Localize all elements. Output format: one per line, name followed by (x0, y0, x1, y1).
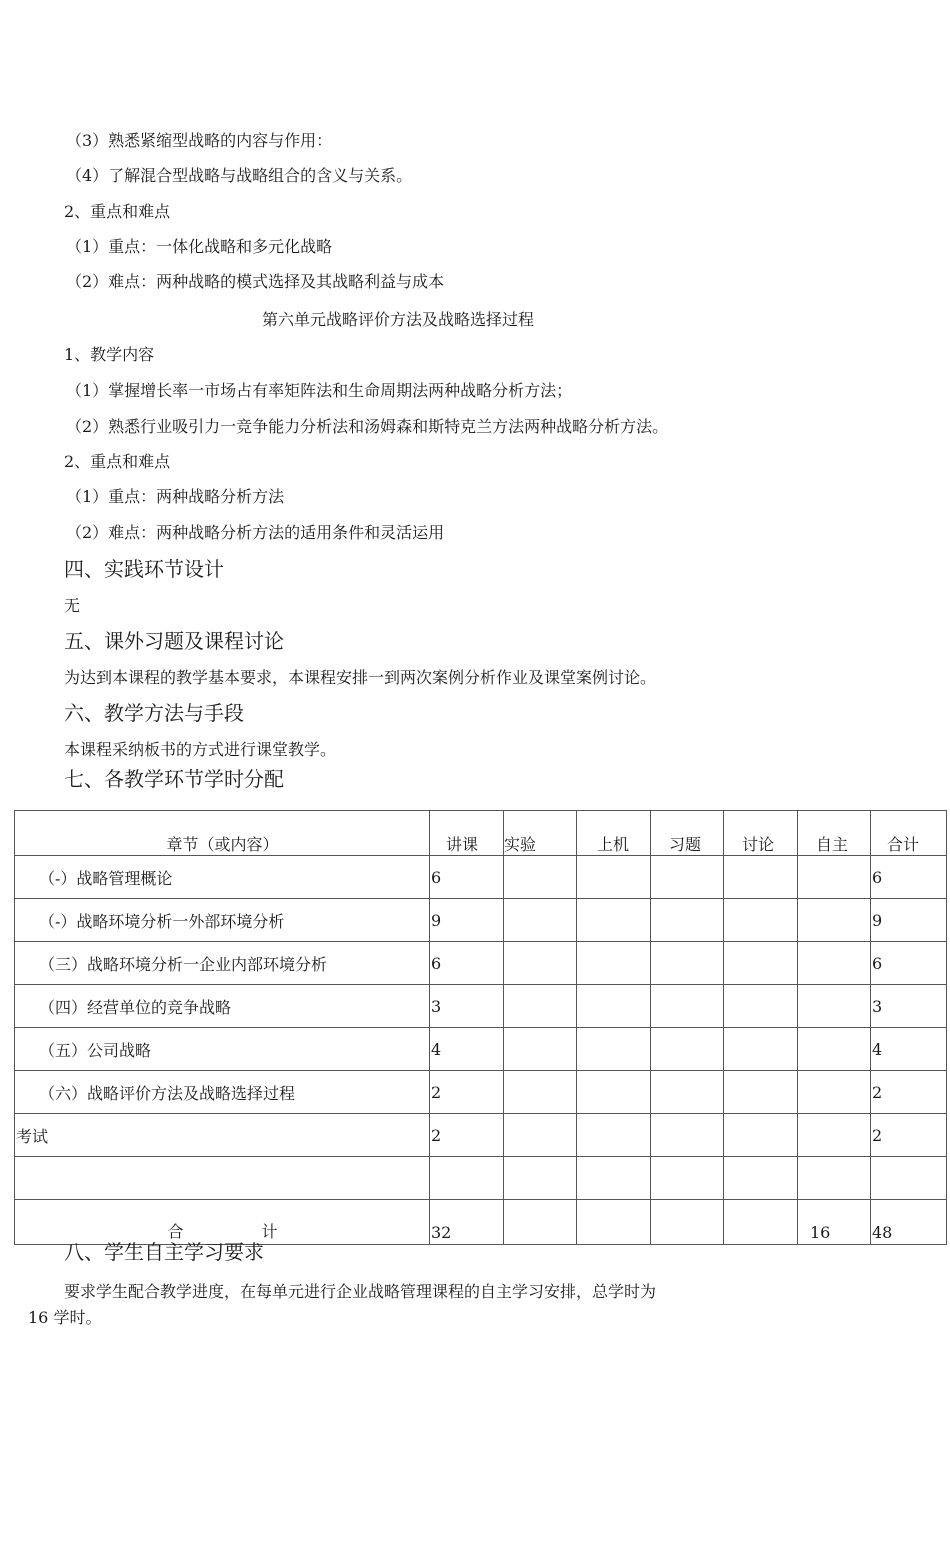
empty-cell (504, 1157, 577, 1200)
table-header-row (15, 811, 947, 856)
row-computer (577, 1028, 651, 1071)
row-chapter: （五）公司战略 (15, 1028, 430, 1071)
table-row (15, 985, 947, 1028)
objective-line-4: （4）了解混合型战略与战略组合的含义与关系。 (66, 166, 413, 185)
total-exercise (651, 1200, 724, 1245)
unit6-key-point: （1）重点：两种战略分析方法 (66, 487, 285, 506)
header-experiment: 实验 (504, 811, 577, 856)
empty-cell (871, 1157, 947, 1200)
row-computer (577, 985, 651, 1028)
row-computer (577, 899, 651, 942)
table-row (15, 1114, 947, 1157)
header-discussion: 讨论 (724, 811, 798, 856)
row-computer (577, 856, 651, 899)
row-exercise (651, 856, 724, 899)
total-computer (577, 1200, 651, 1245)
row-lecture: 3 (430, 985, 504, 1028)
row-total: 4 (871, 1028, 947, 1071)
section6-body: 本课程采纳板书的方式进行课堂教学。 (64, 740, 337, 759)
row-experiment (504, 856, 577, 899)
row-exercise (651, 985, 724, 1028)
row-chapter: （六）战略评价方法及战略选择过程 (15, 1071, 430, 1114)
row-exercise (651, 1028, 724, 1071)
row-lecture: 9 (430, 899, 504, 942)
row-total: 6 (871, 942, 947, 985)
row-chapter: （-）战略管理概论 (15, 856, 430, 899)
unit6-content-line-2: （2）熟悉行业吸引力一竞争能力分析法和汤姆森和斯特克兰方法两种战略分析方法。 (66, 417, 669, 436)
empty-cell (577, 1157, 651, 1200)
row-discussion (724, 856, 798, 899)
row-self-study (798, 985, 871, 1028)
section8-body-line-1: 要求学生配合教学进度，在每单元进行企业战略管理课程的自主学习安排，总学时为 (64, 1282, 657, 1301)
unit6-difficulty: （2）难点：两种战略分析方法的适用条件和灵活运用 (66, 523, 445, 542)
header-chapter: 章节（或内容） (15, 811, 430, 856)
hours-table (14, 810, 947, 1245)
row-exercise (651, 1071, 724, 1114)
table-row (15, 1071, 947, 1114)
row-self-study (798, 1071, 871, 1114)
section8-body-line-2: 16 学时。 (28, 1308, 102, 1327)
row-total: 3 (871, 985, 947, 1028)
table-row-empty (15, 1157, 947, 1200)
table-row (15, 856, 947, 899)
row-experiment (504, 1071, 577, 1114)
unit6-content-line-1: （1）掌握增长率一市场占有率矩阵法和生命周期法两种战略分析方法； (66, 381, 573, 400)
key-point-line: （1）重点：一体化战略和多元化战略 (66, 237, 333, 256)
row-discussion (724, 942, 798, 985)
table-row (15, 1028, 947, 1071)
row-total: 9 (871, 899, 947, 942)
row-lecture: 4 (430, 1028, 504, 1071)
total-self-study: 16 (798, 1200, 871, 1245)
unit6-key-heading: 2、重点和难点 (64, 452, 171, 471)
objective-line-3: （3）熟悉紧缩型战略的内容与作用： (66, 131, 333, 150)
row-experiment (504, 899, 577, 942)
total-label (15, 1200, 430, 1245)
row-computer (577, 942, 651, 985)
total-experiment (504, 1200, 577, 1245)
row-chapter: （-）战略环境分析一外部环境分析 (15, 899, 430, 942)
row-discussion (724, 1071, 798, 1114)
row-experiment (504, 942, 577, 985)
row-self-study (798, 1028, 871, 1071)
section7-heading: 七、各教学环节学时分配 (64, 767, 284, 791)
row-discussion (724, 1028, 798, 1071)
total-total: 48 (871, 1200, 947, 1245)
total-lecture: 32 (430, 1200, 504, 1245)
row-chapter: （四）经营单位的竞争战略 (15, 985, 430, 1028)
row-total: 2 (871, 1071, 947, 1114)
row-self-study (798, 1114, 871, 1157)
table-total-row (15, 1200, 947, 1245)
row-discussion (724, 899, 798, 942)
row-self-study (798, 856, 871, 899)
row-exercise (651, 1114, 724, 1157)
header-exercise: 习题 (651, 811, 724, 856)
section8-heading: 八、学生自主学习要求 (64, 1240, 264, 1264)
header-total: 合计 (871, 811, 947, 856)
key-points-heading: 2、重点和难点 (64, 202, 171, 221)
empty-cell (724, 1157, 798, 1200)
empty-cell (651, 1157, 724, 1200)
row-self-study (798, 899, 871, 942)
row-lecture: 6 (430, 942, 504, 985)
row-chapter: 考试 (15, 1114, 430, 1157)
row-discussion (724, 1114, 798, 1157)
row-computer (577, 1114, 651, 1157)
unit6-content-heading: 1、教学内容 (64, 345, 155, 364)
section4-heading: 四、实践环节设计 (64, 557, 224, 581)
total-label-b: 计 (261, 1222, 278, 1241)
row-total: 2 (871, 1114, 947, 1157)
empty-cell (15, 1157, 430, 1200)
total-discussion (724, 1200, 798, 1245)
row-chapter: （三）战略环境分析一企业内部环境分析 (15, 942, 430, 985)
row-lecture: 2 (430, 1071, 504, 1114)
row-computer (577, 1071, 651, 1114)
section5-heading: 五、课外习题及课程讨论 (64, 629, 284, 653)
row-exercise (651, 942, 724, 985)
row-experiment (504, 1114, 577, 1157)
empty-cell (798, 1157, 871, 1200)
row-experiment (504, 985, 577, 1028)
table-row (15, 942, 947, 985)
section5-body: 为达到本课程的教学基本要求，本课程安排一到两次案例分析作业及课堂案例讨论。 (64, 668, 657, 687)
row-exercise (651, 899, 724, 942)
difficulty-line: （2）难点：两种战略的模式选择及其战略利益与成本 (66, 272, 445, 291)
row-discussion (724, 985, 798, 1028)
total-label-a: 合 (167, 1222, 184, 1241)
row-lecture: 2 (430, 1114, 504, 1157)
row-experiment (504, 1028, 577, 1071)
row-lecture: 6 (430, 856, 504, 899)
empty-cell (430, 1157, 504, 1200)
header-lecture: 讲课 (430, 811, 504, 856)
header-self-study: 自主 (798, 811, 871, 856)
table-row (15, 899, 947, 942)
section6-heading: 六、教学方法与手段 (64, 701, 244, 725)
row-total: 6 (871, 856, 947, 899)
row-self-study (798, 942, 871, 985)
section4-body: 无 (64, 596, 81, 615)
header-computer: 上机 (577, 811, 651, 856)
unit6-title: 第六单元战略评价方法及战略选择过程 (262, 310, 535, 329)
